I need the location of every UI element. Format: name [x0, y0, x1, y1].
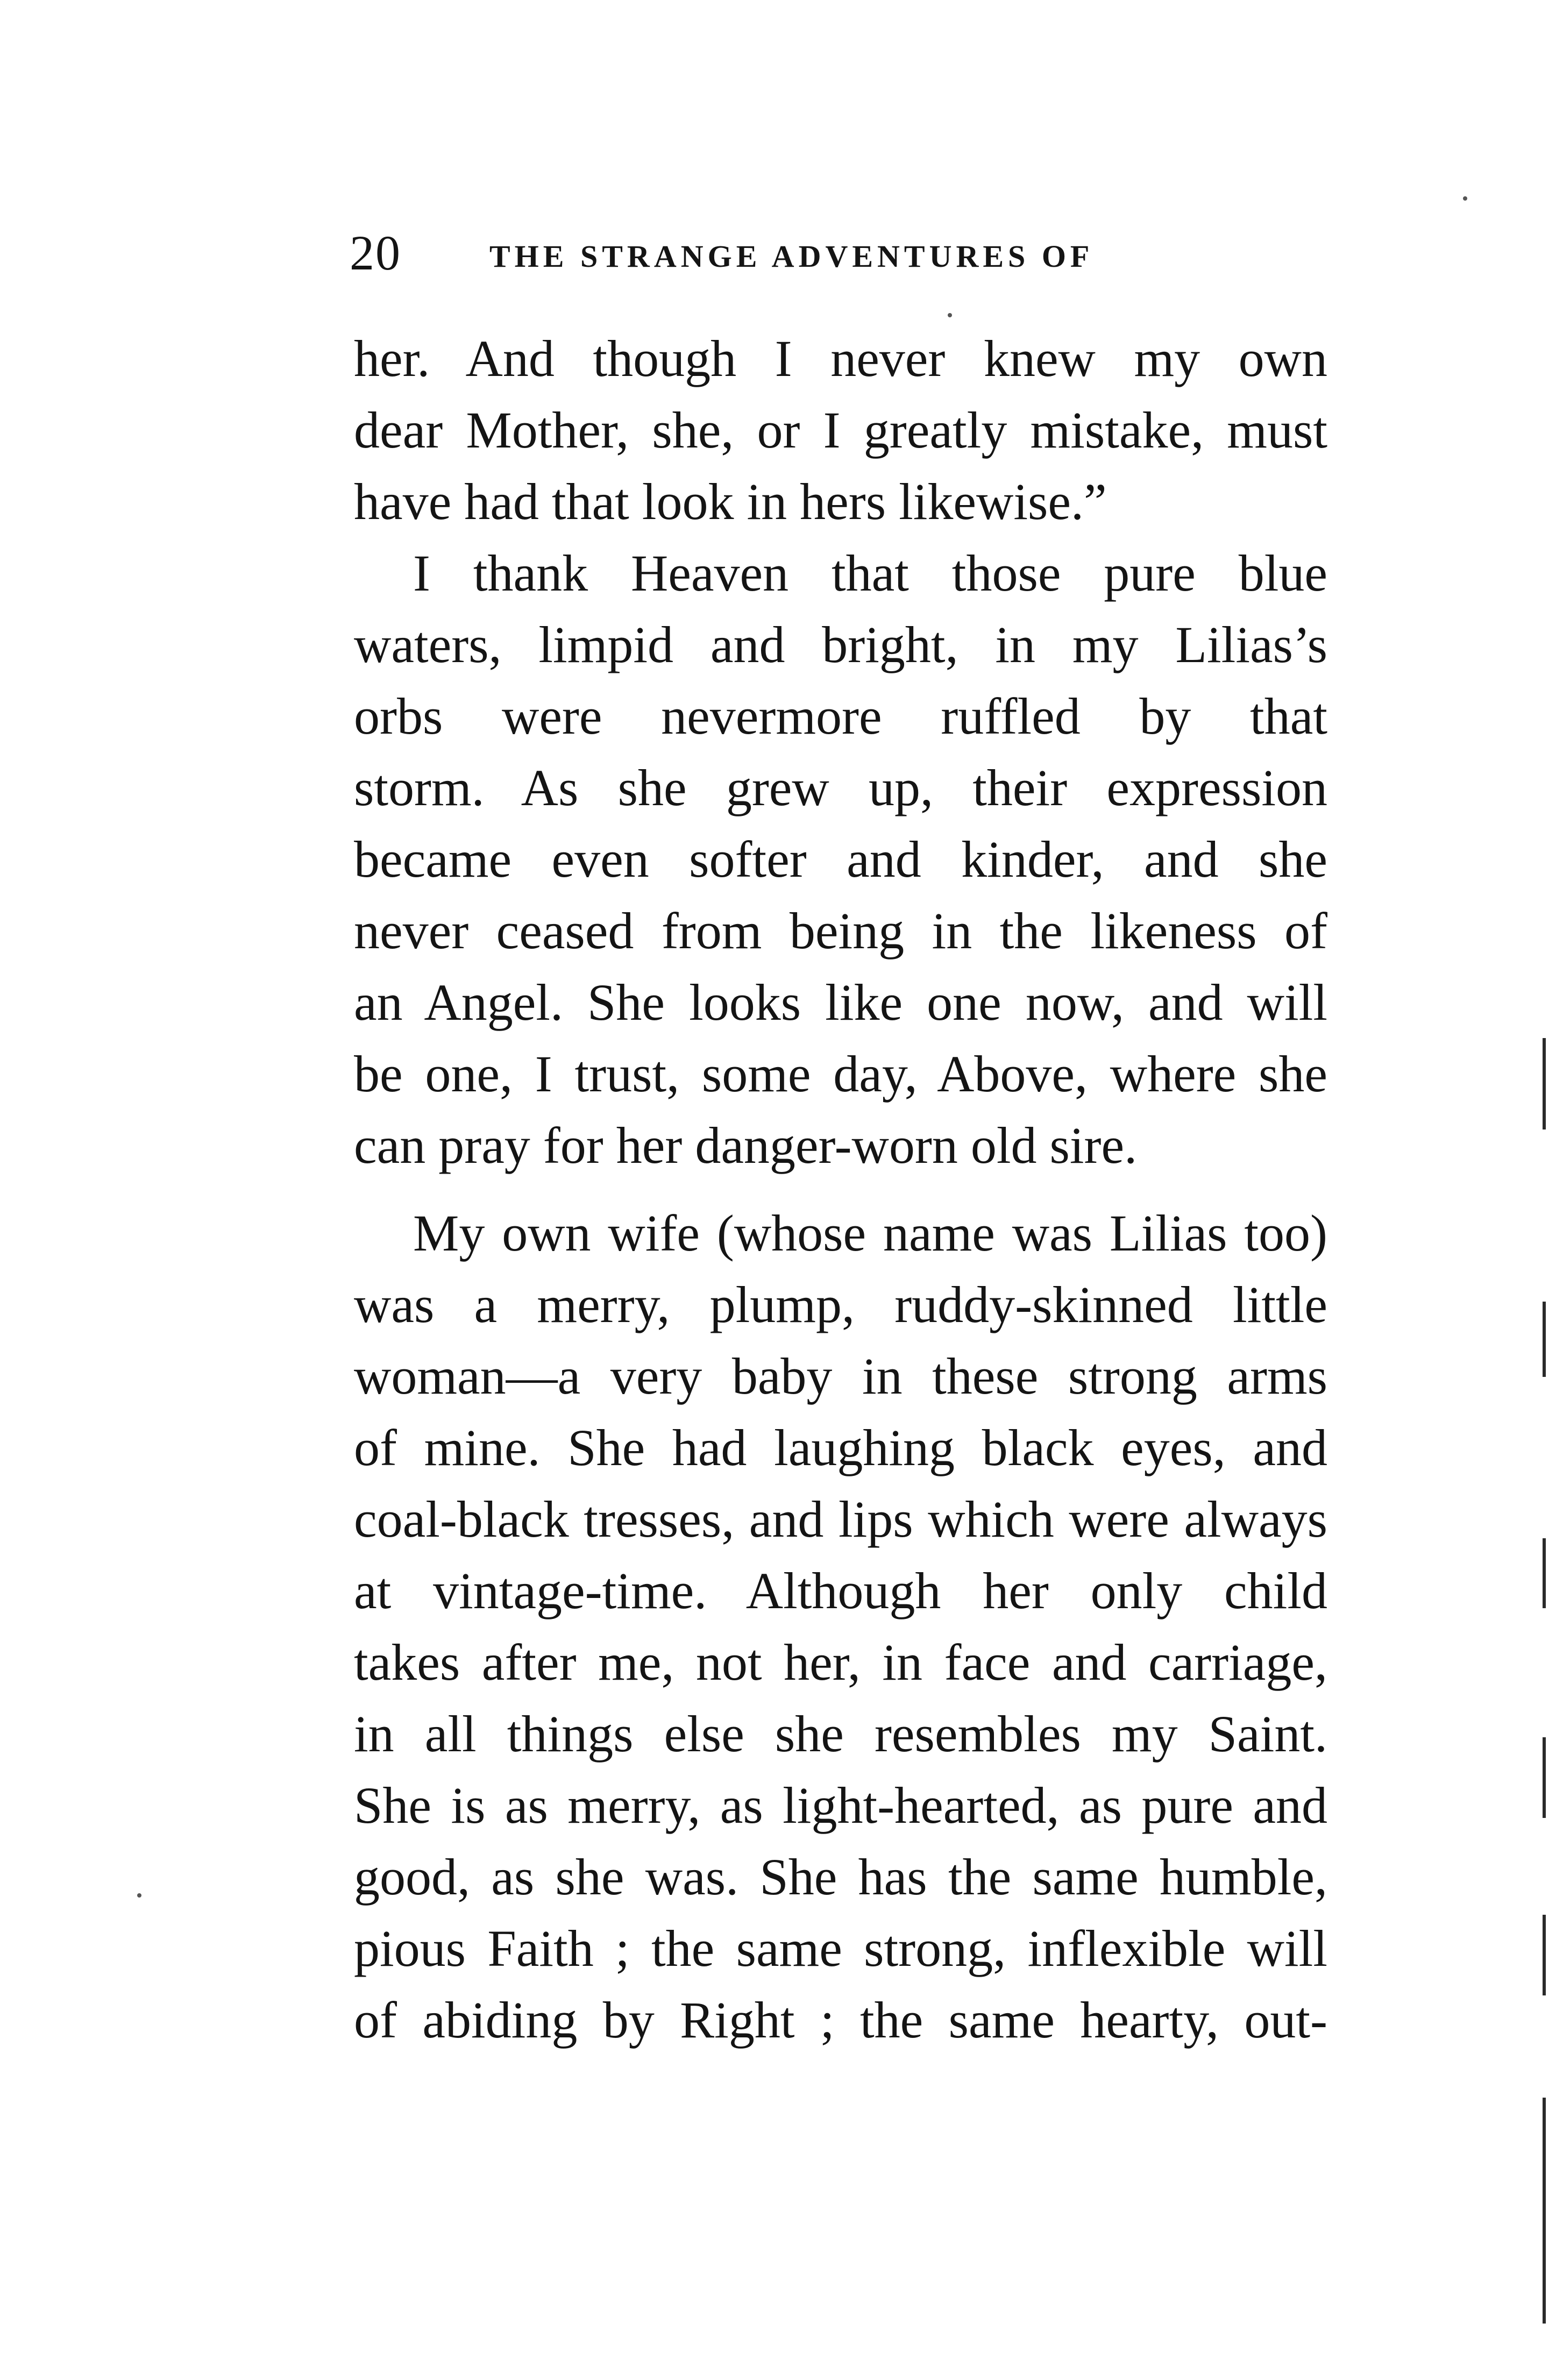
text-line: orbs were nevermore ruffled by that	[354, 687, 1327, 745]
text-line: waters, limpid and bright, in my Lilias’s	[354, 616, 1327, 673]
scan-speck	[948, 313, 952, 317]
text-line: be one, I trust, some day, Above, where she	[354, 1045, 1327, 1103]
scan-margin-rule	[1543, 1302, 1546, 1377]
text-line: became even softer and kinder, and she	[354, 830, 1327, 888]
page-number: 20	[350, 225, 401, 280]
text-line: takes after me, not her, in face and carriage,	[354, 1633, 1327, 1691]
text-line: have had that look in hers likewise.”	[354, 473, 1107, 530]
scan-speck	[137, 1893, 141, 1898]
text-line: never ceased from being in the likeness of	[354, 902, 1327, 960]
scan-margin-rule	[1543, 1038, 1546, 1129]
text-line: can pray for her danger-worn old sire.	[354, 1117, 1138, 1174]
scan-margin-rule	[1543, 1538, 1546, 1608]
body-text	[354, 323, 1327, 2056]
text-line: was a merry, plump, ruddy-skinned little	[354, 1276, 1327, 1333]
text-line: of mine. She had laughing black eyes, and	[354, 1419, 1327, 1476]
scan-margin-rule	[1543, 1737, 1546, 1818]
text-line: She is as merry, as light-hearted, as pure and	[354, 1777, 1327, 1834]
text-line: My own wife (whose name was Lilias too)	[413, 1204, 1327, 1262]
text-line: at vintage-time. Although her only child	[354, 1562, 1327, 1619]
running-head	[350, 223, 1361, 282]
text-line: pious Faith ; the same strong, inflexible will	[354, 1920, 1327, 1977]
paragraph-gap	[354, 1181, 1327, 1197]
text-line: woman—a very baby in these strong arms	[354, 1347, 1327, 1405]
text-line: an Angel. She looks like one now, and will	[354, 974, 1327, 1031]
text-line: coal-black tresses, and lips which were always	[354, 1490, 1327, 1548]
running-title: THE STRANGE ADVENTURES OF	[489, 239, 1094, 274]
text-line: in all things else she resembles my Saint.	[354, 1705, 1327, 1763]
text-line: I thank Heaven that those pure blue	[413, 544, 1327, 602]
scan-speck	[1463, 196, 1467, 201]
text-line: of abiding by Right ; the same hearty, out-	[354, 1991, 1327, 2049]
text-line: good, as she was. She has the same humble,	[354, 1848, 1327, 1906]
scan-margin-rule	[1543, 2098, 1546, 2324]
text-line: dear Mother, she, or I greatly mistake, must	[354, 401, 1327, 459]
text-line: storm. As she grew up, their expression	[354, 759, 1327, 816]
scan-margin-rule	[1543, 1915, 1546, 1995]
text-line: her. And though I never knew my own	[354, 330, 1327, 387]
